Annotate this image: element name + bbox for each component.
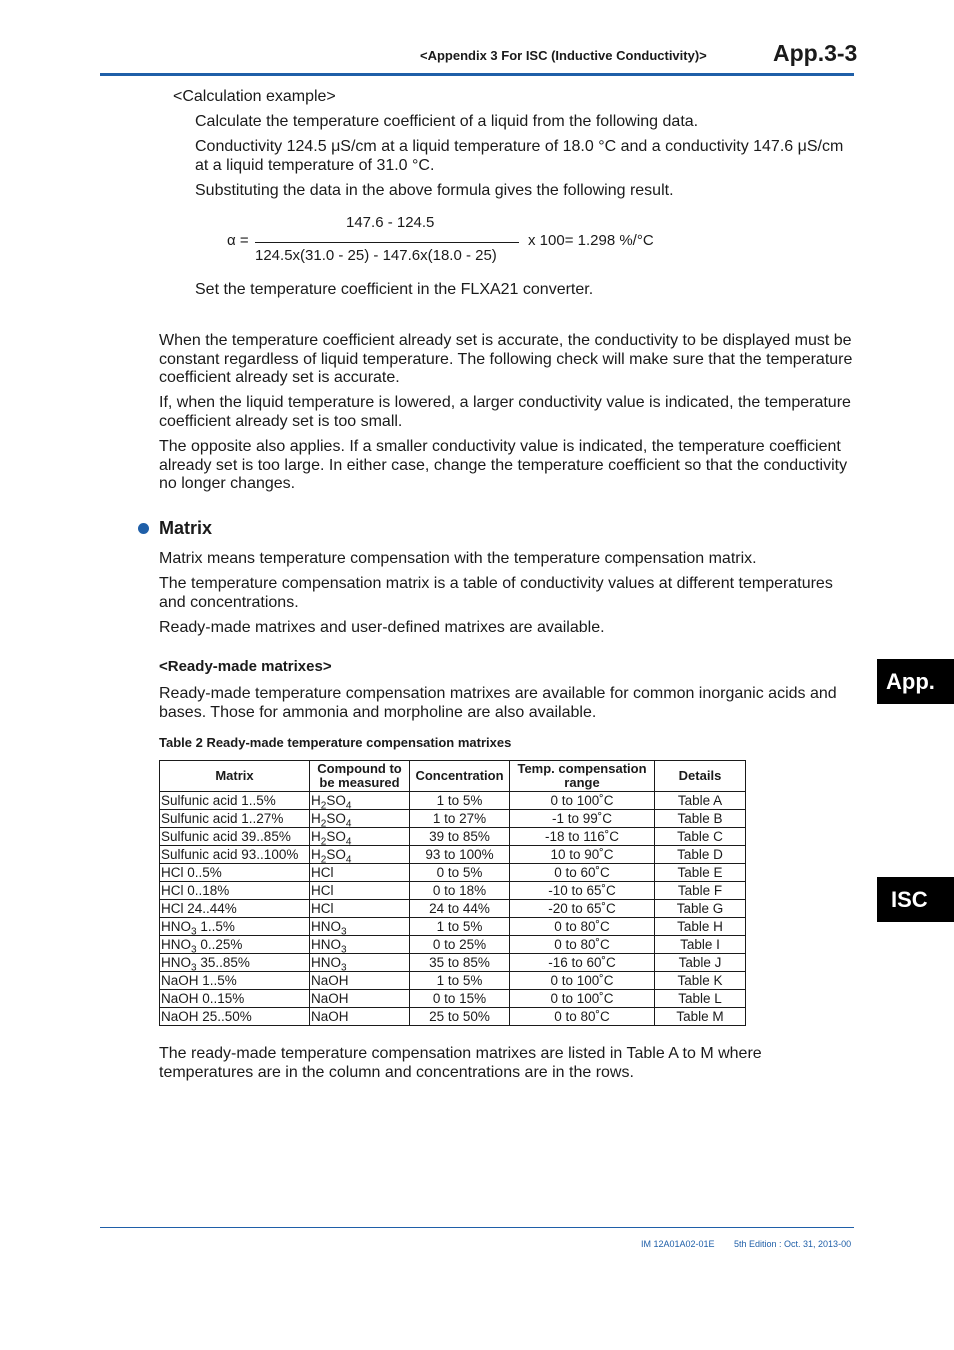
cell-conc: 1 to 5% xyxy=(410,792,510,810)
check-paragraph-1: When the temperature coefficient already set is accurate, the conductivity to be displayed must be constant regardless of liquid temperature. The following check will make sure that the temperature coefficient already set is accurate. xyxy=(159,332,853,386)
cell-temp: -1 to 99˚C xyxy=(510,810,655,828)
cell-compound: $H_2SO_4$ xyxy=(310,828,410,846)
cell-temp: 0 to 100˚C xyxy=(510,972,655,990)
cell-details: Table H xyxy=(655,918,746,936)
table-row xyxy=(160,918,746,936)
table-row xyxy=(160,828,746,846)
cell-temp: 0 to 100˚C xyxy=(510,792,655,810)
cell-temp: 0 to 80˚C xyxy=(510,1008,655,1026)
table-row xyxy=(160,990,746,1008)
header-section-title: <Appendix 3 For ISC (Inductive Conductivity)> xyxy=(420,48,707,63)
cell-details: Table M xyxy=(655,1008,746,1026)
cell-conc: 93 to 100% xyxy=(410,846,510,864)
cell-temp: 0 to 80˚C xyxy=(510,936,655,954)
cell-conc: 35 to 85% xyxy=(410,954,510,972)
subheading-ready-made: <Ready-made matrixes> xyxy=(159,658,332,675)
header-rule xyxy=(100,73,854,76)
header-concentration: Concentration xyxy=(410,761,510,792)
cell-conc: 1 to 27% xyxy=(410,810,510,828)
table-row xyxy=(160,900,746,918)
table-row xyxy=(160,954,746,972)
cell-details: Table I xyxy=(655,936,746,954)
table-row xyxy=(160,1008,746,1026)
formula-result: x 100= 1.298 %/°C xyxy=(528,232,654,249)
formula-numerator: 147.6 - 124.5 xyxy=(346,214,435,231)
cell-details: Table D xyxy=(655,846,746,864)
cell-compound: NaOH xyxy=(310,990,410,1008)
cell-compound: HCl xyxy=(310,882,410,900)
header-temp-range: Temp. compensation range xyxy=(510,761,655,792)
after-table-paragraph: The ready-made temperature compensation matrixes are listed in Table A to M where temperatures are in the column and concentrations are in the rows. xyxy=(159,1045,762,1081)
table-row xyxy=(160,810,746,828)
table-caption: Table 2 Ready-made temperature compensation matrixes xyxy=(159,735,512,750)
cell-matrix: $HNO_3$ 1..5% xyxy=(160,918,310,936)
formula-denominator: 124.5x(31.0 - 25) - 147.6x(18.0 - 25) xyxy=(255,247,497,264)
header-compound: Compound to be measured xyxy=(310,761,410,792)
cell-temp: 0 to 100˚C xyxy=(510,990,655,1008)
cell-matrix: $HNO_3$ 0..25% xyxy=(160,936,310,954)
cell-matrix: HCl 0..18% xyxy=(160,882,310,900)
cell-compound: $HNO_3$ xyxy=(310,954,410,972)
cell-matrix: Sulfunic acid 1..27% xyxy=(160,810,310,828)
cell-conc: 24 to 44% xyxy=(410,900,510,918)
table-header-row xyxy=(160,761,746,792)
matrix-paragraph-2: The temperature compensation matrix is a table of conductivity values at different temperatures and concentrations. xyxy=(159,575,833,611)
cell-matrix: NaOH 0..15% xyxy=(160,990,310,1008)
cell-temp: 0 to 80˚C xyxy=(510,918,655,936)
cell-conc: 1 to 5% xyxy=(410,918,510,936)
bullet-icon xyxy=(138,523,149,534)
side-tab-app[interactable]: App. xyxy=(877,659,954,704)
check-paragraph-3: The opposite also applies. If a smaller conductivity value is indicated, the temperature coefficient already set is too large. In either case, change the temperature coefficient so that the conductivity no longer changes. xyxy=(159,438,848,492)
table-row xyxy=(160,972,746,990)
cell-matrix: $HNO_3$ 35..85% xyxy=(160,954,310,972)
cell-temp: -20 to 65˚C xyxy=(510,900,655,918)
footer-doc-id: IM 12A01A02-01E xyxy=(641,1239,715,1249)
cell-compound: $H_2SO_4$ xyxy=(310,846,410,864)
ready-paragraph-1: Ready-made temperature compensation matrixes are available for common inorganic acids and bases. Those for ammonia and morpholine are also available. xyxy=(159,685,837,721)
cell-compound: $HNO_3$ xyxy=(310,936,410,954)
cell-compound: NaOH xyxy=(310,972,410,990)
cell-matrix: NaOH 1..5% xyxy=(160,972,310,990)
cell-details: Table B xyxy=(655,810,746,828)
cell-details: Table L xyxy=(655,990,746,1008)
cell-matrix: NaOH 25..50% xyxy=(160,1008,310,1026)
calc-example-label: <Calculation example> xyxy=(173,88,336,105)
header-details: Details xyxy=(655,761,746,792)
cell-details: Table E xyxy=(655,864,746,882)
page-number: App.3-3 xyxy=(773,40,858,66)
cell-conc: 1 to 5% xyxy=(410,972,510,990)
footer-edition: 5th Edition : Oct. 31, 2013-00 xyxy=(734,1239,852,1249)
cell-conc: 0 to 25% xyxy=(410,936,510,954)
side-tab-isc[interactable]: ISC xyxy=(877,877,954,922)
cell-conc: 25 to 50% xyxy=(410,1008,510,1026)
cell-details: Table J xyxy=(655,954,746,972)
calc-paragraph-1: Calculate the temperature coefficient of a liquid from the following data. xyxy=(195,113,699,130)
table-row xyxy=(160,846,746,864)
matrix-table xyxy=(159,760,746,1026)
footer-rule xyxy=(100,1227,854,1228)
cell-temp: -18 to 116˚C xyxy=(510,828,655,846)
cell-compound: $H_2SO_4$ xyxy=(310,792,410,810)
cell-temp: 0 to 60˚C xyxy=(510,864,655,882)
calc-paragraph-2: Conductivity 124.5 μS/cm at a liquid temperature of 18.0 °C and a conductivity 147.6 μS/cm at a liquid temperature of 31.0 °C. xyxy=(195,138,844,174)
table-row xyxy=(160,936,746,954)
cell-conc: 0 to 18% xyxy=(410,882,510,900)
section-heading-matrix: Matrix xyxy=(159,518,213,538)
cell-temp: 10 to 90˚C xyxy=(510,846,655,864)
header-matrix: Matrix xyxy=(160,761,310,792)
calc-paragraph-4: Set the temperature coefficient in the FLXA21 converter. xyxy=(195,281,594,298)
matrix-paragraph-3: Ready-made matrixes and user-defined matrixes are available. xyxy=(159,619,605,636)
cell-details: Table C xyxy=(655,828,746,846)
cell-compound: HCl xyxy=(310,900,410,918)
cell-temp: -10 to 65˚C xyxy=(510,882,655,900)
formula-lhs: α = xyxy=(227,232,249,249)
calc-paragraph-3: Substituting the data in the above formula gives the following result. xyxy=(195,182,674,199)
cell-matrix: Sulfunic acid 39..85% xyxy=(160,828,310,846)
cell-matrix: Sulfunic acid 93..100% xyxy=(160,846,310,864)
table-row xyxy=(160,792,746,810)
cell-conc: 0 to 5% xyxy=(410,864,510,882)
table-row xyxy=(160,864,746,882)
table-row xyxy=(160,882,746,900)
cell-matrix: HCl 24..44% xyxy=(160,900,310,918)
check-paragraph-2: If, when the liquid temperature is lowered, a larger conductivity value is indicated, the temperature coefficient already set is too small. xyxy=(159,394,851,430)
cell-compound: $H_2SO_4$ xyxy=(310,810,410,828)
cell-compound: HCl xyxy=(310,864,410,882)
cell-matrix: Sulfunic acid 1..5% xyxy=(160,792,310,810)
cell-conc: 0 to 15% xyxy=(410,990,510,1008)
cell-details: Table A xyxy=(655,792,746,810)
cell-temp: -16 to 60˚C xyxy=(510,954,655,972)
matrix-paragraph-1: Matrix means temperature compensation with the temperature compensation matrix. xyxy=(159,550,757,567)
cell-compound: $HNO_3$ xyxy=(310,918,410,936)
cell-details: Table F xyxy=(655,882,746,900)
cell-compound: NaOH xyxy=(310,1008,410,1026)
cell-conc: 39 to 85% xyxy=(410,828,510,846)
cell-matrix: HCl 0..5% xyxy=(160,864,310,882)
cell-details: Table K xyxy=(655,972,746,990)
cell-details: Table G xyxy=(655,900,746,918)
formula-fraction-bar xyxy=(255,242,519,243)
